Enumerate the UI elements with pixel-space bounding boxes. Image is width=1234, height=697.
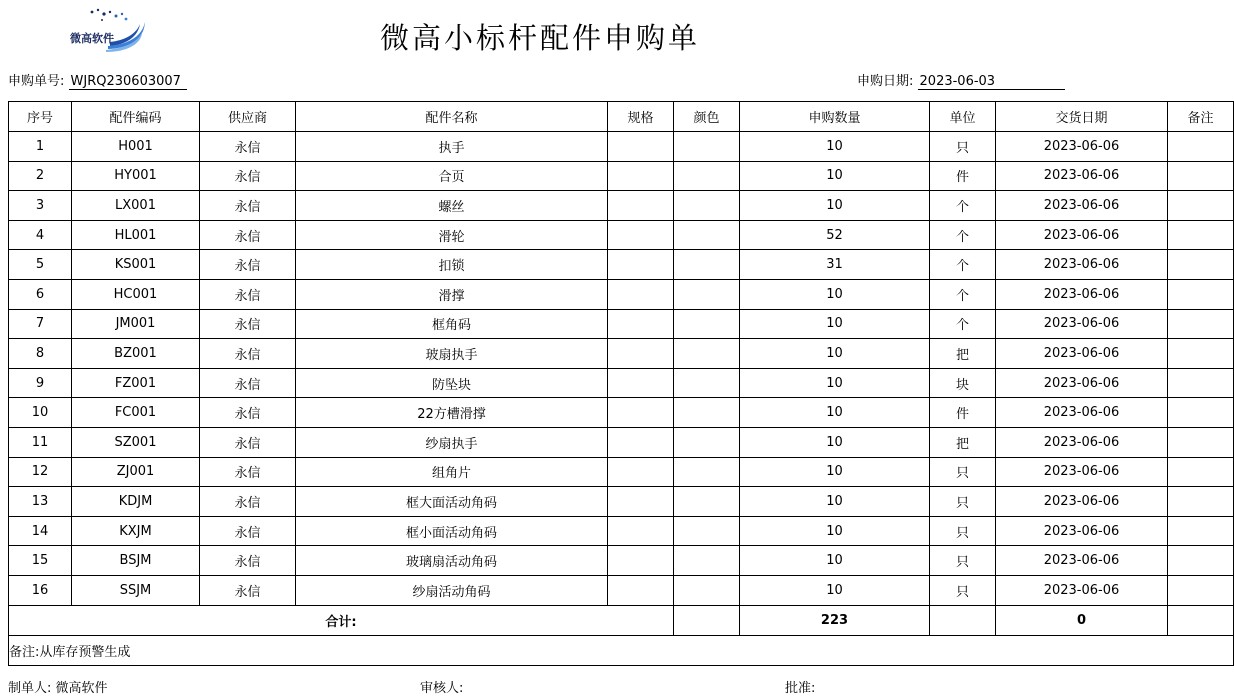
cell-code: HC001 bbox=[72, 279, 200, 309]
cell-color bbox=[674, 339, 740, 369]
cell-supplier: 永信 bbox=[200, 309, 296, 339]
cell-remark bbox=[1168, 398, 1234, 428]
cell-code: JM001 bbox=[72, 309, 200, 339]
cell-code: FZ001 bbox=[72, 368, 200, 398]
cell-no: 4 bbox=[9, 220, 72, 250]
cell-supplier: 永信 bbox=[200, 339, 296, 369]
cell-color bbox=[674, 132, 740, 162]
cell-delivery: 2023-06-06 bbox=[996, 487, 1168, 517]
cell-unit: 个 bbox=[930, 309, 996, 339]
cell-spec bbox=[608, 191, 674, 221]
cell-delivery: 2023-06-06 bbox=[996, 368, 1168, 398]
cell-remark bbox=[1168, 368, 1234, 398]
cell-qty: 10 bbox=[740, 575, 930, 605]
cell-unit: 只 bbox=[930, 516, 996, 546]
cell-delivery: 2023-06-06 bbox=[996, 457, 1168, 487]
cell-qty: 10 bbox=[740, 427, 930, 457]
cell-qty: 31 bbox=[740, 250, 930, 280]
cell-spec bbox=[608, 487, 674, 517]
order-number-value: WJRQ230603007 bbox=[69, 74, 187, 90]
cell-code: KDJM bbox=[72, 487, 200, 517]
cell-color bbox=[674, 279, 740, 309]
cell-spec bbox=[608, 279, 674, 309]
cell-spec bbox=[608, 161, 674, 191]
order-number bbox=[8, 70, 187, 90]
cell-remark bbox=[1168, 427, 1234, 457]
cell-supplier: 永信 bbox=[200, 546, 296, 576]
cell-color bbox=[674, 220, 740, 250]
cell-qty: 10 bbox=[740, 546, 930, 576]
table-row bbox=[9, 132, 1234, 162]
table-row bbox=[9, 309, 1234, 339]
cell-supplier: 永信 bbox=[200, 250, 296, 280]
cell-name: 框小面活动角码 bbox=[296, 516, 608, 546]
cell-supplier: 永信 bbox=[200, 516, 296, 546]
cell-supplier: 永信 bbox=[200, 575, 296, 605]
cell-color bbox=[674, 250, 740, 280]
table-row bbox=[9, 427, 1234, 457]
logo-text: 微高软件 bbox=[70, 32, 114, 45]
cell-unit: 只 bbox=[930, 487, 996, 517]
table-row bbox=[9, 339, 1234, 369]
approver-label: 批准: bbox=[785, 681, 816, 696]
cell-name: 滑轮 bbox=[296, 220, 608, 250]
cell-code: KXJM bbox=[72, 516, 200, 546]
request-date-value: 2023-06-03 bbox=[918, 74, 1065, 90]
cell-unit: 只 bbox=[930, 546, 996, 576]
cell-spec bbox=[608, 516, 674, 546]
cell-code: HY001 bbox=[72, 161, 200, 191]
cell-unit: 个 bbox=[930, 250, 996, 280]
cell-unit: 把 bbox=[930, 427, 996, 457]
table-row bbox=[9, 457, 1234, 487]
parts-table bbox=[8, 101, 1234, 666]
cell-color bbox=[674, 191, 740, 221]
maker-label: 制单人: bbox=[8, 681, 52, 696]
request-date-label: 申购日期: bbox=[857, 74, 914, 89]
table-row bbox=[9, 575, 1234, 605]
table-header-row bbox=[9, 102, 1234, 132]
cell-no: 9 bbox=[9, 368, 72, 398]
cell-color bbox=[674, 516, 740, 546]
cell-no: 10 bbox=[9, 398, 72, 428]
cell-name: 纱扇活动角码 bbox=[296, 575, 608, 605]
note-row bbox=[9, 635, 1234, 665]
cell-qty: 52 bbox=[740, 220, 930, 250]
cell-supplier: 永信 bbox=[200, 220, 296, 250]
cell-supplier: 永信 bbox=[200, 279, 296, 309]
cell-color bbox=[674, 309, 740, 339]
cell-code: SSJM bbox=[72, 575, 200, 605]
cell-code: BZ001 bbox=[72, 339, 200, 369]
cell-color bbox=[674, 427, 740, 457]
cell-color bbox=[674, 575, 740, 605]
cell-supplier: 永信 bbox=[200, 368, 296, 398]
cell-no: 16 bbox=[9, 575, 72, 605]
cell-supplier: 永信 bbox=[200, 427, 296, 457]
cell-remark bbox=[1168, 220, 1234, 250]
cell-code: H001 bbox=[72, 132, 200, 162]
cell-no: 11 bbox=[9, 427, 72, 457]
col-header: 申购数量 bbox=[740, 102, 930, 132]
cell-delivery: 2023-06-06 bbox=[996, 220, 1168, 250]
col-header: 配件名称 bbox=[296, 102, 608, 132]
total-row bbox=[9, 605, 1234, 635]
cell-delivery: 2023-06-06 bbox=[996, 161, 1168, 191]
total-delivery: 0 bbox=[996, 605, 1168, 635]
cell-color bbox=[674, 161, 740, 191]
col-header: 交货日期 bbox=[996, 102, 1168, 132]
cell-name: 框角码 bbox=[296, 309, 608, 339]
cell-qty: 10 bbox=[740, 516, 930, 546]
cell-name: 玻扇执手 bbox=[296, 339, 608, 369]
table-row bbox=[9, 368, 1234, 398]
note-text: 备注:从库存预警生成 bbox=[9, 635, 1234, 665]
cell-color bbox=[674, 457, 740, 487]
cell-name: 玻璃扇活动角码 bbox=[296, 546, 608, 576]
total-empty bbox=[930, 605, 996, 635]
cell-code: FC001 bbox=[72, 398, 200, 428]
cell-name: 防坠块 bbox=[296, 368, 608, 398]
cell-code: SZ001 bbox=[72, 427, 200, 457]
cell-code: KS001 bbox=[72, 250, 200, 280]
cell-name: 22方槽滑撑 bbox=[296, 398, 608, 428]
cell-supplier: 永信 bbox=[200, 191, 296, 221]
cell-unit: 件 bbox=[930, 398, 996, 428]
cell-no: 5 bbox=[9, 250, 72, 280]
cell-qty: 10 bbox=[740, 132, 930, 162]
cell-no: 14 bbox=[9, 516, 72, 546]
cell-delivery: 2023-06-06 bbox=[996, 575, 1168, 605]
cell-qty: 10 bbox=[740, 161, 930, 191]
reviewer bbox=[420, 677, 463, 696]
cell-name: 滑撑 bbox=[296, 279, 608, 309]
cell-no: 6 bbox=[9, 279, 72, 309]
cell-delivery: 2023-06-06 bbox=[996, 516, 1168, 546]
cell-spec bbox=[608, 132, 674, 162]
cell-name: 螺丝 bbox=[296, 191, 608, 221]
cell-spec bbox=[608, 575, 674, 605]
cell-no: 1 bbox=[9, 132, 72, 162]
cell-remark bbox=[1168, 516, 1234, 546]
cell-qty: 10 bbox=[740, 191, 930, 221]
cell-supplier: 永信 bbox=[200, 457, 296, 487]
col-header: 备注 bbox=[1168, 102, 1234, 132]
col-header: 供应商 bbox=[200, 102, 296, 132]
cell-unit: 把 bbox=[930, 339, 996, 369]
cell-qty: 10 bbox=[740, 457, 930, 487]
cell-qty: 10 bbox=[740, 487, 930, 517]
cell-delivery: 2023-06-06 bbox=[996, 279, 1168, 309]
cell-code: BSJM bbox=[72, 546, 200, 576]
cell-remark bbox=[1168, 132, 1234, 162]
cell-delivery: 2023-06-06 bbox=[996, 132, 1168, 162]
table-row bbox=[9, 161, 1234, 191]
cell-delivery: 2023-06-06 bbox=[996, 427, 1168, 457]
cell-color bbox=[674, 368, 740, 398]
cell-code: LX001 bbox=[72, 191, 200, 221]
cell-qty: 10 bbox=[740, 309, 930, 339]
cell-delivery: 2023-06-06 bbox=[996, 250, 1168, 280]
cell-unit: 只 bbox=[930, 132, 996, 162]
cell-name: 合页 bbox=[296, 161, 608, 191]
cell-remark bbox=[1168, 339, 1234, 369]
cell-spec bbox=[608, 398, 674, 428]
total-label: 合计: bbox=[9, 605, 674, 635]
request-date bbox=[857, 70, 1065, 90]
cell-name: 执手 bbox=[296, 132, 608, 162]
cell-supplier: 永信 bbox=[200, 132, 296, 162]
cell-supplier: 永信 bbox=[200, 398, 296, 428]
cell-remark bbox=[1168, 279, 1234, 309]
order-number-label: 申购单号: bbox=[8, 74, 65, 89]
cell-remark bbox=[1168, 191, 1234, 221]
col-header: 单位 bbox=[930, 102, 996, 132]
table-row bbox=[9, 250, 1234, 280]
table-row bbox=[9, 220, 1234, 250]
cell-qty: 10 bbox=[740, 279, 930, 309]
cell-spec bbox=[608, 546, 674, 576]
cell-no: 7 bbox=[9, 309, 72, 339]
cell-unit: 个 bbox=[930, 220, 996, 250]
table-row bbox=[9, 546, 1234, 576]
cell-no: 12 bbox=[9, 457, 72, 487]
cell-name: 组角片 bbox=[296, 457, 608, 487]
cell-remark bbox=[1168, 457, 1234, 487]
cell-qty: 10 bbox=[740, 398, 930, 428]
table-row bbox=[9, 398, 1234, 428]
total-empty bbox=[1168, 605, 1234, 635]
cell-unit: 件 bbox=[930, 161, 996, 191]
cell-no: 13 bbox=[9, 487, 72, 517]
cell-delivery: 2023-06-06 bbox=[996, 546, 1168, 576]
cell-spec bbox=[608, 339, 674, 369]
cell-spec bbox=[608, 368, 674, 398]
maker-value: 微高软件 bbox=[55, 681, 108, 696]
maker bbox=[8, 677, 108, 696]
reviewer-label: 审核人: bbox=[420, 681, 464, 696]
cell-remark bbox=[1168, 161, 1234, 191]
cell-unit: 只 bbox=[930, 457, 996, 487]
cell-delivery: 2023-06-06 bbox=[996, 309, 1168, 339]
cell-name: 纱扇执手 bbox=[296, 427, 608, 457]
col-header: 规格 bbox=[608, 102, 674, 132]
table-row bbox=[9, 191, 1234, 221]
cell-qty: 10 bbox=[740, 368, 930, 398]
cell-unit: 个 bbox=[930, 279, 996, 309]
cell-remark bbox=[1168, 250, 1234, 280]
cell-spec bbox=[608, 457, 674, 487]
cell-no: 8 bbox=[9, 339, 72, 369]
cell-code: HL001 bbox=[72, 220, 200, 250]
cell-spec bbox=[608, 309, 674, 339]
table-row bbox=[9, 516, 1234, 546]
cell-color bbox=[674, 487, 740, 517]
table-row bbox=[9, 279, 1234, 309]
cell-delivery: 2023-06-06 bbox=[996, 339, 1168, 369]
cell-qty: 10 bbox=[740, 339, 930, 369]
cell-color bbox=[674, 546, 740, 576]
col-header: 配件编码 bbox=[72, 102, 200, 132]
cell-delivery: 2023-06-06 bbox=[996, 191, 1168, 221]
cell-name: 框大面活动角码 bbox=[296, 487, 608, 517]
cell-spec bbox=[608, 220, 674, 250]
total-empty bbox=[674, 605, 740, 635]
col-header: 颜色 bbox=[674, 102, 740, 132]
col-header: 序号 bbox=[9, 102, 72, 132]
cell-remark bbox=[1168, 575, 1234, 605]
cell-no: 15 bbox=[9, 546, 72, 576]
cell-supplier: 永信 bbox=[200, 161, 296, 191]
cell-spec bbox=[608, 250, 674, 280]
cell-unit: 个 bbox=[930, 191, 996, 221]
cell-spec bbox=[608, 427, 674, 457]
cell-supplier: 永信 bbox=[200, 487, 296, 517]
cell-remark bbox=[1168, 487, 1234, 517]
cell-color bbox=[674, 398, 740, 428]
cell-no: 3 bbox=[9, 191, 72, 221]
cell-delivery: 2023-06-06 bbox=[996, 398, 1168, 428]
cell-unit: 块 bbox=[930, 368, 996, 398]
cell-code: ZJ001 bbox=[72, 457, 200, 487]
cell-unit: 只 bbox=[930, 575, 996, 605]
cell-no: 2 bbox=[9, 161, 72, 191]
total-qty: 223 bbox=[740, 605, 930, 635]
cell-name: 扣锁 bbox=[296, 250, 608, 280]
approver bbox=[785, 677, 815, 696]
table-row bbox=[9, 487, 1234, 517]
cell-remark bbox=[1168, 546, 1234, 576]
cell-remark bbox=[1168, 309, 1234, 339]
document-title: 微高小标杆配件申购单 bbox=[379, 21, 700, 55]
